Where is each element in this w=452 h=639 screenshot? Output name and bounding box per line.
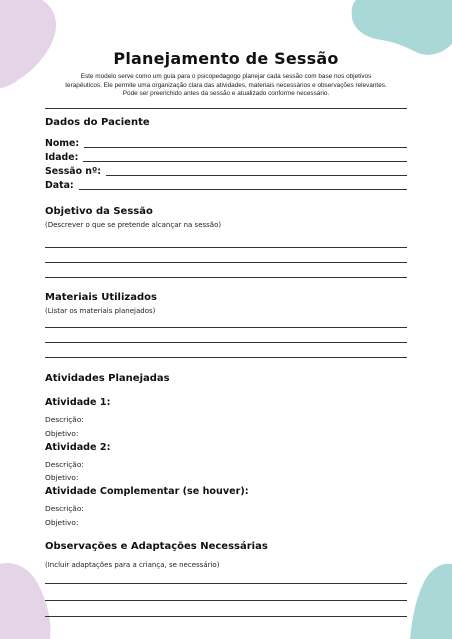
complementary-activity-objective-label: Objetivo: — [45, 518, 79, 527]
patient-name-field[interactable] — [45, 138, 407, 150]
objective-section-heading: Objetivo da Sessão — [45, 206, 153, 217]
field-label: Idade: — [45, 152, 79, 163]
materials-write-line[interactable] — [45, 327, 407, 328]
page-title: Planejamento de Sessão — [113, 49, 339, 68]
field-write-line[interactable] — [83, 161, 407, 162]
observations-write-line[interactable] — [45, 583, 407, 584]
field-label: Data: — [45, 180, 74, 191]
observations-write-line[interactable] — [45, 600, 407, 601]
materials-section-heading: Materiais Utilizados — [45, 292, 157, 303]
session-number-field[interactable] — [45, 166, 407, 178]
observations-hint: (Incluir adaptações para a criança, se necessário) — [45, 561, 220, 569]
patient-section-heading: Dados do Paciente — [45, 117, 150, 128]
objective-write-line[interactable] — [45, 262, 407, 263]
objective-write-line[interactable] — [45, 247, 407, 248]
activity-2-objective-label: Objetivo: — [45, 473, 79, 482]
field-write-line[interactable] — [79, 189, 407, 190]
activity-2-description-label: Descrição: — [45, 460, 84, 469]
complementary-activity-description-label: Descrição: — [45, 504, 84, 513]
patient-age-field[interactable] — [45, 152, 407, 164]
intro-line: Pode ser preenchido antes da sessão e atualizado conforme necessário. — [122, 90, 330, 98]
complementary-activity-title: Atividade Complementar (se houver): — [45, 486, 249, 497]
materials-write-line[interactable] — [45, 357, 407, 358]
observations-section-heading: Observações e Adaptações Necessárias — [45, 541, 268, 552]
observations-write-line[interactable] — [45, 616, 407, 617]
activity-2-title: Atividade 2: — [45, 442, 111, 453]
intro-line: Este modelo serve como um guia para o psicopedagogo planejar cada sessão com base nos objetivos — [80, 73, 372, 80]
materials-write-line[interactable] — [45, 342, 407, 343]
field-label: Sessão nº: — [45, 166, 102, 177]
field-write-line[interactable] — [106, 175, 407, 176]
activities-section-heading: Atividades Planejadas — [45, 373, 170, 384]
objective-write-line[interactable] — [45, 277, 407, 278]
bottom-right-decorative-blob — [410, 560, 452, 639]
materials-hint: (Listar os materiais planejados) — [45, 307, 156, 315]
field-write-line[interactable] — [84, 147, 407, 148]
activity-1-objective-label: Objetivo: — [45, 429, 79, 438]
activity-1-description-label: Descrição: — [45, 415, 84, 424]
header-divider — [45, 108, 407, 109]
intro-paragraph — [50, 73, 402, 99]
objective-hint: (Descrever o que se pretende alcançar na sessão) — [45, 221, 222, 229]
intro-line: terapêuticos. Ele permite uma organização clara das atividades, materiais necessários e observações relevantes. — [65, 81, 387, 89]
session-date-field[interactable] — [45, 180, 407, 192]
activity-1-title: Atividade 1: — [45, 397, 111, 408]
field-label: Nome: — [45, 138, 80, 149]
